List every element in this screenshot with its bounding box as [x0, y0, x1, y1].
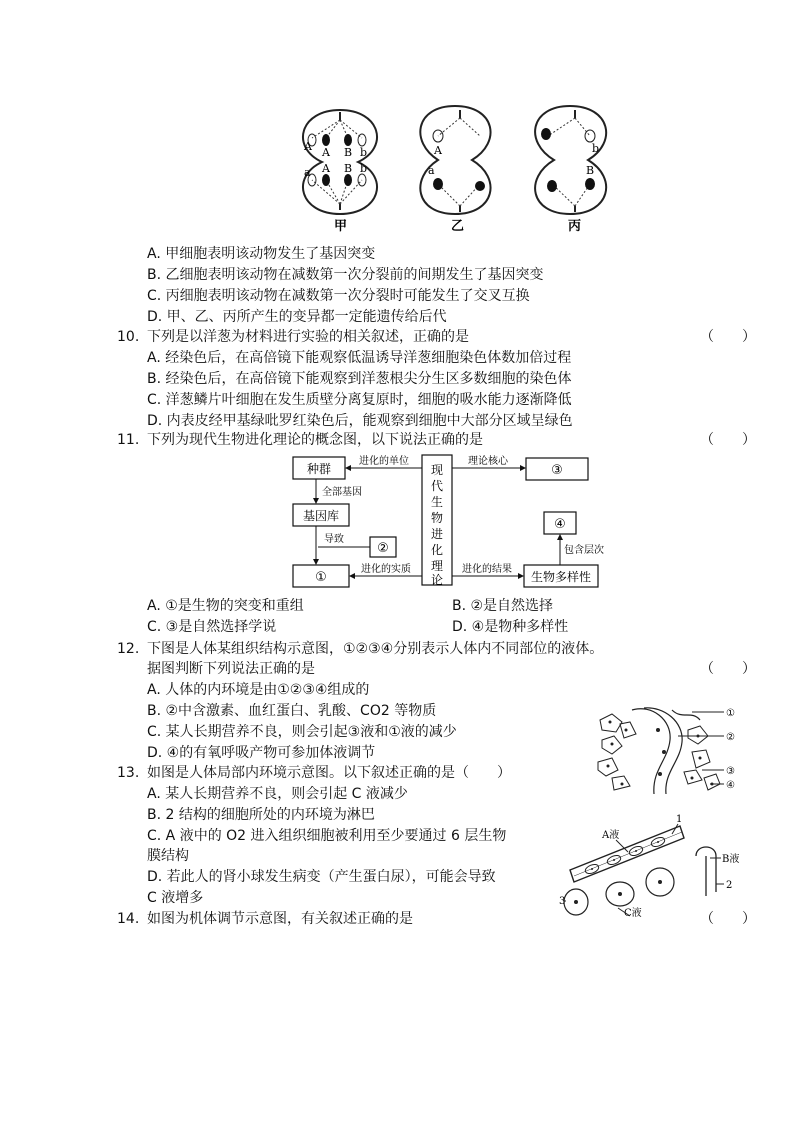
q12-stem-line2: 据图判断下列说法正确的是 [147, 661, 315, 677]
q9-option-a: A. 甲细胞表明该动物发生了基因突变 [147, 246, 376, 262]
label-allgenes: 全部基因 [322, 487, 362, 498]
cell-label: 乙 [451, 219, 465, 234]
q10-stem: 下列是以洋葱为材料进行实验的相关叙述，正确的是 [147, 329, 469, 345]
center-char: 化 [430, 543, 444, 557]
allele-label: B [586, 164, 595, 177]
allele-label: B [344, 146, 353, 159]
center-char: 生 [430, 495, 444, 509]
box-3-label: ③ [551, 463, 563, 478]
fluid-label-a: A液 [602, 830, 620, 841]
q13-number: 13. [117, 765, 140, 781]
q10-option-b: B. 经染色后，在高倍镜下能观察到洋葱根尖分生区多数细胞的染色体 [147, 371, 572, 387]
q14-number: 14. [117, 911, 140, 927]
center-char: 理 [430, 559, 444, 573]
allele-label: b [360, 146, 368, 159]
q13-option-d: D. 若此人的肾小球发生病变（产生蛋白尿），可能会导致 [147, 869, 496, 885]
q9-option-c: C. 丙细胞表明该动物在减数第一次分裂时可能发生了交叉互换 [147, 288, 530, 304]
allele-label: A [434, 144, 442, 157]
cell-jia [303, 110, 377, 234]
center-char: 论 [430, 573, 444, 587]
center-char: 代 [430, 479, 444, 493]
structure-label-1: 1 [676, 814, 683, 825]
label-core: 理论核心 [468, 456, 508, 467]
q13-option-a: A. 某人长期营养不良，则会引起 C 液减少 [147, 786, 408, 802]
q9-option-b: B. 乙细胞表明该动物在减数第一次分裂前的间期发生了基因突变 [147, 267, 544, 283]
allele-label: a [428, 164, 435, 177]
q11-option-a: A. ①是生物的突变和重组 [147, 598, 304, 614]
label-cause: 导致 [324, 534, 344, 545]
q12-option-c: C. 某人长期营养不良，则会引起③液和①液的减少 [147, 724, 457, 740]
tissue-label-4: ④ [726, 780, 735, 791]
allele-label: b [360, 162, 368, 175]
q11-option-c: C. ③是自然选择学说 [147, 619, 277, 635]
box-population-label: 种群 [306, 462, 332, 476]
q11-stem: 下列为现代生物进化理论的概念图，以下说法正确的是 [147, 432, 483, 448]
q10-answer-paren: （ ） [700, 329, 756, 345]
q12-option-d: D. ④的有氧呼吸产物可参加体液调节 [147, 745, 376, 761]
q12-option-b: B. ②中含激素、血红蛋白、乳酸、CO2 等物质 [147, 703, 437, 719]
allele-label: A [322, 146, 330, 159]
allele-label: b [592, 142, 600, 155]
allele-label: B [344, 162, 353, 175]
tissue-label-2: ② [726, 732, 735, 743]
cell-division-figure [290, 100, 620, 235]
center-char: 进 [430, 527, 444, 541]
q12-number: 12. [117, 641, 140, 657]
tissue-structure-figure [592, 700, 742, 798]
box-1-label: ① [315, 570, 327, 585]
q10-option-a: A. 经染色后，在高倍镜下能观察低温诱导洋葱细胞染色体数加倍过程 [147, 350, 572, 366]
box-4-label: ④ [554, 517, 566, 532]
q13-option-c: C. A 液中的 O2 进入组织细胞被利用至少要通过 6 层生物 [147, 828, 507, 844]
q14-stem: 如图为机体调节示意图，有关叙述正确的是 [147, 911, 413, 927]
tissue-label-1: ① [726, 708, 735, 719]
q13-option-b: B. 2 结构的细胞所处的内环境为淋巴 [147, 807, 375, 823]
label-levels: 包含层次 [564, 545, 604, 556]
q10-option-c: C. 洋葱鳞片叶细胞在发生质壁分离复原时，细胞的吸水能力逐渐降低 [147, 392, 572, 408]
q12-stem-line1: 下图是人体某组织结构示意图，①②③④分别表示人体内不同部位的液体。 [147, 641, 604, 657]
allele-label: a [304, 166, 311, 179]
q12-option-a: A. 人体的内环境是由①②③④组成的 [147, 682, 370, 698]
allele-label: A [304, 140, 312, 153]
internal-environment-figure [558, 812, 748, 922]
evolution-concept-map [288, 452, 608, 592]
label-unit: 进化的单位 [359, 456, 409, 467]
q9-option-d: D. 甲、乙、丙所产生的变异都一定能遗传给后代 [147, 309, 447, 325]
box-2-label: ② [377, 541, 389, 556]
box-diversity-label: 生物多样性 [530, 570, 592, 584]
cell-bing [535, 106, 606, 234]
box-genepool-label: 基因库 [302, 509, 340, 523]
cell-yi [420, 106, 490, 234]
cell-label: 甲 [334, 219, 348, 234]
cell-label: 丙 [568, 219, 582, 234]
center-char: 现 [430, 463, 444, 477]
q13-option-d-cont: C 液增多 [147, 890, 204, 906]
structure-label-2: 2 [726, 880, 733, 891]
q10-number: 10. [117, 329, 140, 345]
q11-answer-paren: （ ） [700, 432, 756, 448]
allele-label: A [322, 162, 330, 175]
center-char: 物 [430, 511, 444, 525]
q11-option-d: D. ④是物种多样性 [452, 619, 569, 635]
q14-answer-paren: （ ） [700, 911, 756, 927]
q13-stem: 如图是人体局部内环境示意图。以下叙述正确的是（ ） [147, 765, 511, 781]
q11-number: 11. [117, 432, 140, 448]
q13-option-c-cont: 膜结构 [147, 848, 189, 864]
label-essence: 进化的实质 [361, 564, 411, 575]
structure-label-3: 3 [559, 896, 566, 907]
q11-option-b: B. ②是自然选择 [452, 598, 554, 614]
q10-option-d: D. 内表皮经甲基绿吡罗红染色后，能观察到细胞中大部分区域呈绿色 [147, 413, 573, 429]
fluid-label-c: C液 [624, 908, 642, 919]
tissue-label-3: ③ [726, 766, 735, 777]
label-result: 进化的结果 [462, 564, 512, 575]
fluid-label-b: B液 [722, 854, 740, 865]
q12-answer-paren: （ ） [700, 661, 756, 677]
